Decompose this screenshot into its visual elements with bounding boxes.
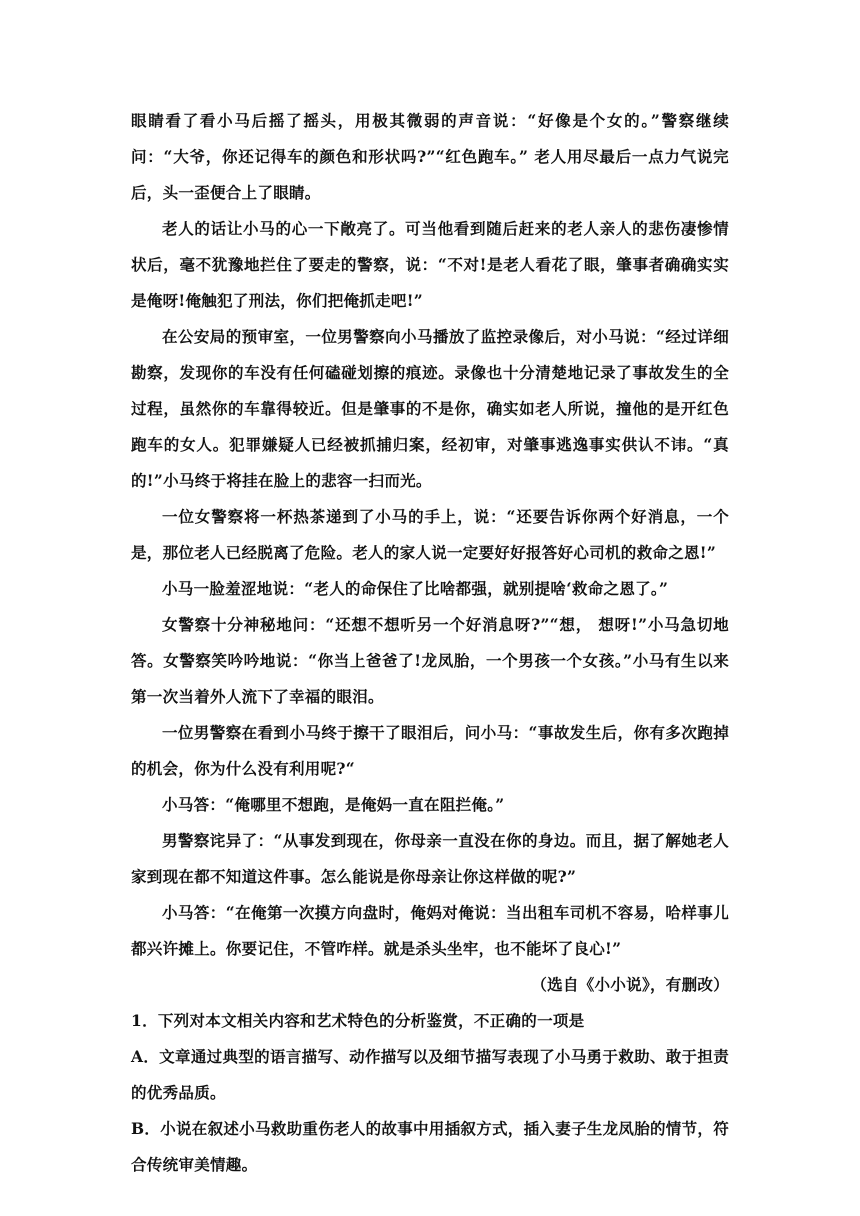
question-option-a: A．文章通过典型的语言描写、动作描写以及细节描写表现了小马勇于救助、敢于担责的优秀品质。	[131, 1047, 729, 1102]
question-option-b: B．小说在叙述小马救助重伤老人的故事中用插叙方式，插入妻子生龙凤胎的情节，符合传统审美情趣。	[131, 1119, 730, 1174]
story-text	[131, 103, 729, 1183]
story-paragraph: 一位男警察在看到小马终于擦干了眼泪后，问小马：“事故发生后，你有多次跑掉的机会，你为什么没有利用呢?“	[131, 723, 729, 778]
source-note: （选自《小小说》，有删改）	[531, 975, 729, 994]
story-paragraph: 小马一脸羞涩地说：“老人的命保住了比啥都强，就别提啥‘救命之恩了。”	[162, 579, 669, 598]
story-paragraph: 眼睛看了看小马后摇了摇头，用极其微弱的声音说：“好像是个女的。”警察继续问：“大爷，你还记得车的颜色和形状吗?”“红色跑车。” 老人用尽最后一点力气说完后，头一歪便合上了眼睛。	[131, 111, 729, 202]
story-paragraph: 女警察十分神秘地问：“还想不想听另一个好消息呀?”“想， 想呀!”小马急切地答。女警察笑吟吟地说：“你当上爸爸了!龙凤胎，一个男孩一个女孩。”小马有生以来第一次当着外人流下了幸福的眼泪。	[131, 615, 729, 706]
story-paragraph: 老人的话让小马的心一下敞亮了。可当他看到随后赶来的老人亲人的悲伤凄惨情状后，毫不犹豫地拦住了要走的警察，说：“不对!是老人看花了眼，肇事者确确实实是俺呀!俺触犯了刑法，你们把俺抓走吧!”	[131, 219, 729, 310]
story-paragraph: 小马答：“俺哪里不想跑，是俺妈一直在阻拦俺。”	[162, 795, 505, 814]
story-paragraph: 在公安局的预审室，一位男警察向小马播放了监控录像后，对小马说：“经过详细勘察，发现你的车没有任何磕碰划擦的痕迹。录像也十分清楚地记录了事故发生的全过程，虽然你的车靠得较近。但是肇事的不是你，确实如老人所说，撞他的是开红色跑车的女人。犯罪嫌疑人已经被抓捕归案，经初审，对肇事逃逸事实供认不讳。“真的!”小马终于将挂在脸上的悲容一扫而光。	[131, 327, 729, 490]
question-stem: 1．下列对本文相关内容和艺术特色的分析鉴赏，不正确的一项是	[131, 1011, 585, 1030]
story-paragraph: 小马答：“在俺第一次摸方向盘时，俺妈对俺说：当出租车司机不容易，哈样事儿都兴许摊上。你要记住，不管咋样。就是杀头坐牢，也不能坏了良心!”	[131, 903, 729, 958]
story-paragraph: 一位女警察将一杯热茶递到了小马的手上，说：“还要告诉你两个好消息，一个是，那位老人已经脱离了危险。老人的家人说一定要好好报答好心司机的救命之恩!”	[131, 507, 729, 562]
story-paragraph: 男警察诧异了：“从事发到现在，你母亲一直没在你的身边。而且，据了解她老人家到现在都不知道这件事。怎么能说是你母亲让你这样做的呢?”	[131, 831, 729, 886]
